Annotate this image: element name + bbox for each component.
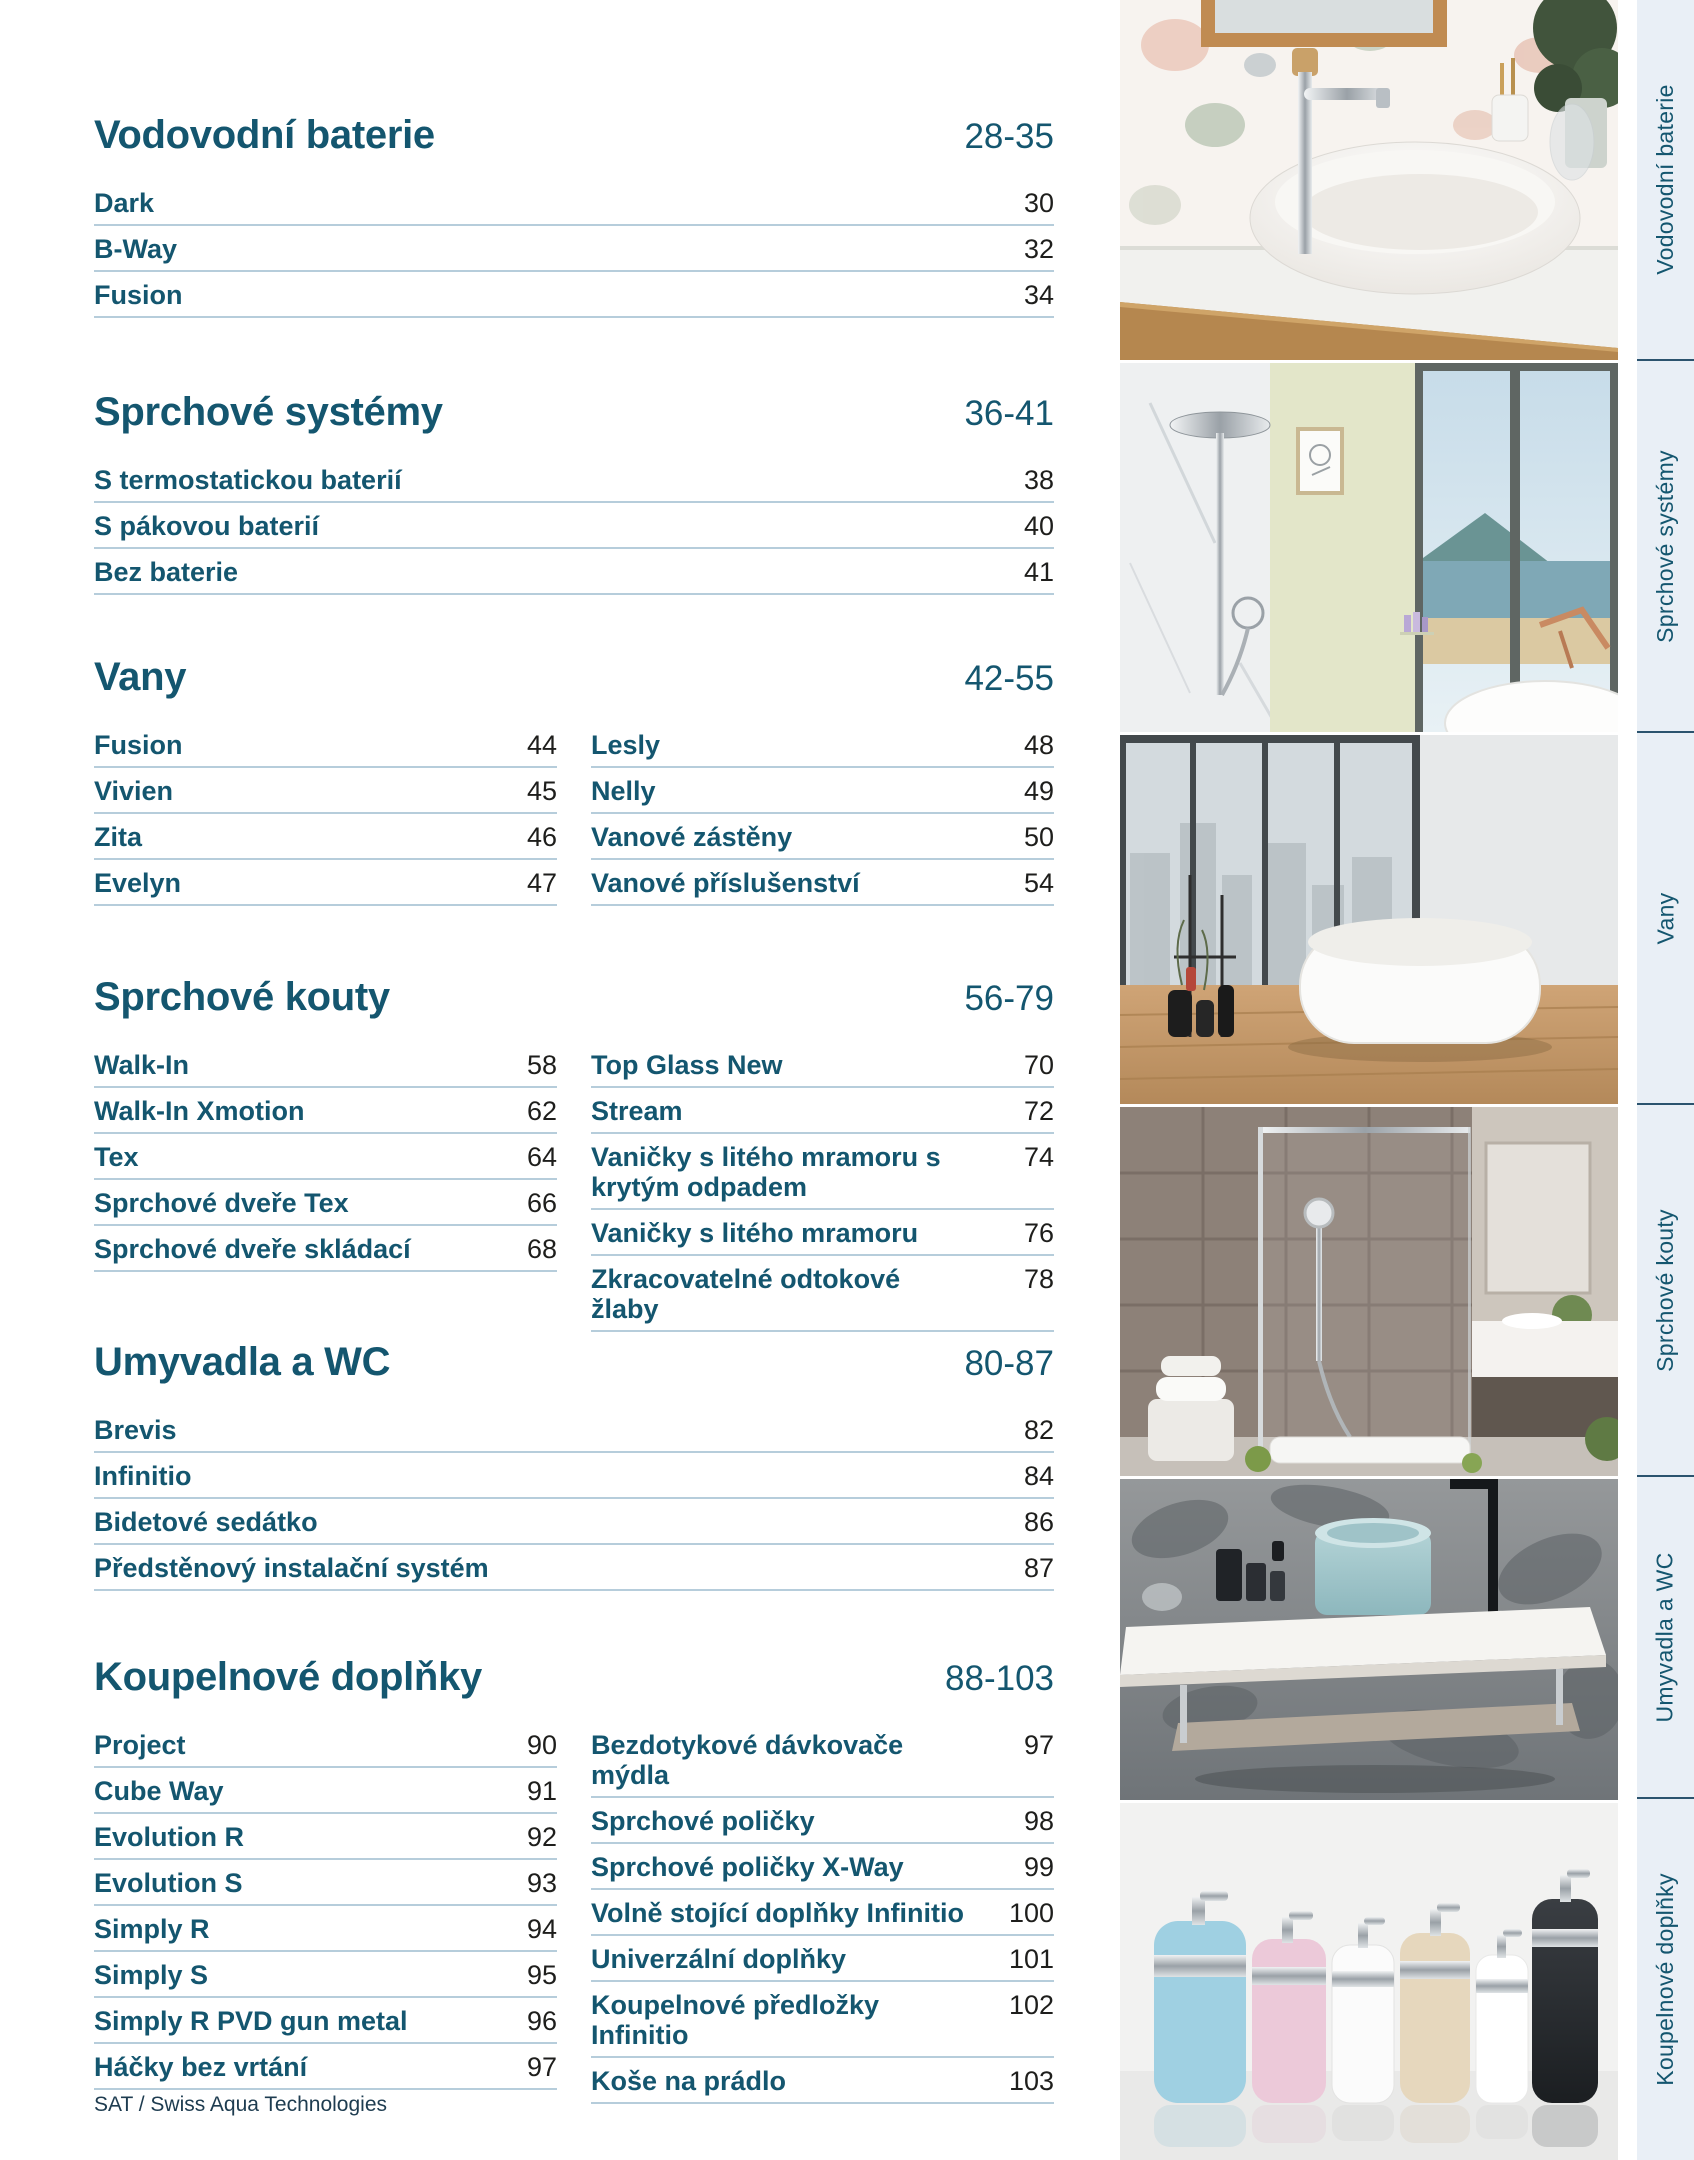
toc-item[interactable] xyxy=(94,2006,557,2044)
toc-item-page: 92 xyxy=(526,1822,557,1852)
sidebar-tab-3[interactable] xyxy=(1637,731,1694,1103)
toc-item-page: 38 xyxy=(1023,465,1054,495)
toc-item-label: Sprchové poličky X-Way xyxy=(591,1852,904,1882)
sidebar-tab-4[interactable] xyxy=(1637,1103,1694,1475)
toc-item[interactable] xyxy=(94,1553,1054,1591)
photo-umyvadla-a-wc xyxy=(1120,1479,1618,1800)
section-items xyxy=(94,730,1054,914)
toc-item-label: Vanové zástěny xyxy=(591,822,793,852)
section-page-range: 56-79 xyxy=(964,979,1054,1018)
walk-in-shower-illustration xyxy=(1120,1107,1618,1476)
toc-item[interactable] xyxy=(94,1461,1054,1499)
toc-item-page: 50 xyxy=(1023,822,1054,852)
toc-item-label: Simply S xyxy=(94,1960,209,1990)
toc-item-label: Infinitio xyxy=(94,1461,192,1491)
toc-section xyxy=(94,1655,1054,2112)
toc-item-page: 87 xyxy=(1023,1553,1054,1583)
toc-item[interactable] xyxy=(94,868,557,906)
items-column xyxy=(591,730,1054,914)
toc-item-page: 30 xyxy=(1023,188,1054,218)
toc-item-label: Vaničky s litého mramoru xyxy=(591,1218,919,1248)
toc-item-label: Koupelnové předložky Infinitio xyxy=(591,1990,880,2050)
toc-item-page: 93 xyxy=(526,1868,557,1898)
toc-item-page: 48 xyxy=(1023,730,1054,760)
toc-item-page: 102 xyxy=(1008,1990,1054,2020)
category-tab-strip xyxy=(1637,0,1694,2160)
section-title: Vodovodní baterie xyxy=(94,113,435,157)
toc-item-page: 101 xyxy=(1008,1944,1054,1974)
sidebar-tab-label: Koupelnové doplňky xyxy=(1652,1873,1678,2086)
toc-item[interactable] xyxy=(94,557,1054,595)
toc-item[interactable] xyxy=(591,1898,1054,1936)
section-title: Umyvadla a WC xyxy=(94,1340,391,1384)
photo-vodovodni-baterie xyxy=(1120,0,1618,360)
photo-sprchove-systemy xyxy=(1120,363,1618,732)
toc-item[interactable] xyxy=(94,1868,557,1906)
section-items xyxy=(94,1415,1054,1599)
washbasin-faucet-illustration xyxy=(1120,0,1618,360)
toc-item[interactable] xyxy=(94,234,1054,272)
toc-item-page: 45 xyxy=(526,776,557,806)
toc-section xyxy=(94,975,1054,1340)
section-title: Koupelnové doplňky xyxy=(94,1655,482,1699)
toc-item-page: 47 xyxy=(526,868,557,898)
section-items xyxy=(94,1730,1054,2112)
toc-item-page: 95 xyxy=(526,1960,557,1990)
toc-item-page: 72 xyxy=(1023,1096,1054,1126)
toc-item-page: 94 xyxy=(526,1914,557,1944)
toc-item-page: 46 xyxy=(526,822,557,852)
section-title: Sprchové systémy xyxy=(94,390,443,434)
toc-item-label: Volně stojící doplňky Infinitio xyxy=(591,1898,965,1928)
photo-koupelnove-doplnky xyxy=(1120,1803,1618,2160)
toc-item-label: Fusion xyxy=(94,280,183,310)
toc-item[interactable] xyxy=(591,730,1054,768)
toc-item-page: 34 xyxy=(1023,280,1054,310)
toc-item-page: 32 xyxy=(1023,234,1054,264)
toc-item-label: S pákovou baterií xyxy=(94,511,320,541)
toc-item-label: Evolution S xyxy=(94,1868,243,1898)
toc-item-label: Evelyn xyxy=(94,868,182,898)
toc-item-label: Evolution R xyxy=(94,1822,244,1852)
section-items xyxy=(94,1050,1054,1340)
toc-item-label: Fusion xyxy=(94,730,183,760)
toc-item[interactable] xyxy=(591,1218,1054,1256)
toc-item-page: 100 xyxy=(1008,1898,1054,1928)
toc-item[interactable] xyxy=(591,1944,1054,1982)
toc-item[interactable] xyxy=(94,1960,557,1998)
items-column xyxy=(94,1415,1054,1599)
toc-item[interactable] xyxy=(591,1142,1054,1210)
toc-item-page: 76 xyxy=(1023,1218,1054,1248)
toc-item-page: 41 xyxy=(1023,557,1054,587)
toc-item[interactable] xyxy=(591,1852,1054,1890)
vessel-sink-illustration xyxy=(1120,1479,1618,1800)
toc-item-label: Předstěnový instalační systém xyxy=(94,1553,489,1583)
toc-item-label: Simply R xyxy=(94,1914,210,1944)
toc-item-label: Sprchové dveře Tex xyxy=(94,1188,349,1218)
section-header xyxy=(94,655,1054,699)
toc-item[interactable] xyxy=(94,1050,557,1088)
toc-item-label: Walk-In xyxy=(94,1050,190,1080)
footer-brand-text: SAT / Swiss Aqua Technologies xyxy=(94,2093,388,2116)
toc-item-label: Bez baterie xyxy=(94,557,239,587)
items-column xyxy=(591,1730,1054,2112)
toc-item[interactable] xyxy=(94,2052,557,2090)
sidebar-tab-2[interactable] xyxy=(1637,359,1694,731)
toc-item[interactable] xyxy=(591,1730,1054,1798)
soap-dispensers-illustration xyxy=(1120,1803,1618,2160)
section-items xyxy=(94,188,1054,326)
section-header xyxy=(94,975,1054,1019)
toc-item-label: Vanové příslušenství xyxy=(591,868,860,898)
toc-item-label: Sprchové dveře skládací xyxy=(94,1234,411,1264)
toc-item-label: Lesly xyxy=(591,730,661,760)
toc-item-page: 97 xyxy=(1023,1730,1054,1760)
toc-item-page: 70 xyxy=(1023,1050,1054,1080)
toc-item-label: Simply R PVD gun metal xyxy=(94,2006,408,2036)
toc-item-page: 96 xyxy=(526,2006,557,2036)
toc-item-label: Univerzální doplňky xyxy=(591,1944,847,1974)
toc-section xyxy=(94,655,1054,914)
toc-item[interactable] xyxy=(94,1507,1054,1545)
toc-item-page: 74 xyxy=(1023,1142,1054,1172)
section-header xyxy=(94,1340,1054,1384)
toc-item-label: Dark xyxy=(94,188,155,218)
toc-item-page: 49 xyxy=(1023,776,1054,806)
toc-item-label: Bidetové sedátko xyxy=(94,1507,318,1537)
toc-item-label: Sprchové poličky xyxy=(591,1806,815,1836)
section-page-range: 42-55 xyxy=(964,659,1054,698)
toc-item-page: 62 xyxy=(526,1096,557,1126)
toc-item[interactable] xyxy=(94,1776,557,1814)
toc-item[interactable] xyxy=(94,1914,557,1952)
toc-item-page: 86 xyxy=(1023,1507,1054,1537)
items-column xyxy=(94,465,1054,603)
toc-item-page: 90 xyxy=(526,1730,557,1760)
items-column xyxy=(94,188,1054,326)
toc-item-label: Bezdotykové dávkovače mýdla xyxy=(591,1730,904,1790)
section-header xyxy=(94,113,1054,157)
toc-item[interactable] xyxy=(591,1050,1054,1088)
toc-item-label: Zkracovatelné odtokové žlaby xyxy=(591,1264,901,1324)
toc-item[interactable] xyxy=(94,776,557,814)
toc-item[interactable] xyxy=(591,822,1054,860)
toc-item-label: Stream xyxy=(591,1096,683,1126)
section-title: Sprchové kouty xyxy=(94,975,390,1019)
toc-item[interactable] xyxy=(94,822,557,860)
toc-item[interactable] xyxy=(591,1096,1054,1134)
toc-item[interactable] xyxy=(591,868,1054,906)
toc-item-label: S termostatickou baterií xyxy=(94,465,402,495)
items-column xyxy=(94,1730,557,2112)
toc-item-page: 54 xyxy=(1023,868,1054,898)
sidebar-tab-label: Vodovodní baterie xyxy=(1652,84,1678,275)
section-items xyxy=(94,465,1054,603)
toc-item[interactable] xyxy=(94,1415,1054,1453)
toc-item[interactable] xyxy=(94,465,1054,503)
toc-section xyxy=(94,113,1054,326)
photo-vany xyxy=(1120,735,1618,1104)
toc-item-page: 44 xyxy=(526,730,557,760)
toc-item-page: 84 xyxy=(1023,1461,1054,1491)
toc-item[interactable] xyxy=(94,188,1054,226)
toc-item[interactable] xyxy=(94,1234,557,1272)
section-page-range: 36-41 xyxy=(964,394,1054,433)
sidebar-tab-label: Sprchové systémy xyxy=(1652,449,1679,643)
sidebar-tab-5[interactable] xyxy=(1637,1475,1694,1797)
toc-item-page: 78 xyxy=(1023,1264,1054,1294)
toc-item-label: Vivien xyxy=(94,776,174,806)
toc-item[interactable] xyxy=(94,1188,557,1226)
sidebar-tab-1[interactable] xyxy=(1637,0,1694,359)
toc-item-page: 40 xyxy=(1023,511,1054,541)
toc-item-label: Zita xyxy=(94,822,143,852)
toc-item[interactable] xyxy=(591,1806,1054,1844)
toc-section xyxy=(94,390,1054,603)
toc-item-page: 99 xyxy=(1023,1852,1054,1882)
shower-system-illustration xyxy=(1120,363,1618,732)
sidebar-tab-label: Sprchové kouty xyxy=(1652,1208,1679,1372)
toc-item-label: Brevis xyxy=(94,1415,177,1445)
section-page-range: 28-35 xyxy=(964,117,1054,156)
section-title: Vany xyxy=(94,655,187,699)
toc-item-page: 64 xyxy=(526,1142,557,1172)
toc-item[interactable] xyxy=(591,1990,1054,2058)
sidebar-tab-label: Umyvadla a WC xyxy=(1652,1551,1679,1723)
toc-item[interactable] xyxy=(94,1096,557,1134)
toc-item-page: 58 xyxy=(526,1050,557,1080)
freestanding-bathtub-illustration xyxy=(1120,735,1618,1104)
toc-item-label: Tex xyxy=(94,1142,139,1172)
sidebar-tab-6[interactable] xyxy=(1637,1797,1694,2160)
items-column xyxy=(94,1050,557,1340)
toc-item-page: 103 xyxy=(1008,2066,1054,2096)
toc-item-page: 82 xyxy=(1023,1415,1054,1445)
section-header xyxy=(94,1655,1054,1699)
toc-item-label: Vaničky s litého mramoru s krytým odpadem xyxy=(591,1142,941,1202)
toc-item[interactable] xyxy=(94,730,557,768)
toc-item[interactable] xyxy=(591,1264,1054,1332)
section-header xyxy=(94,390,1054,434)
toc-item-label: Cube Way xyxy=(94,1776,224,1806)
toc-item[interactable] xyxy=(591,2066,1054,2104)
toc-item-label: Top Glass New xyxy=(591,1050,783,1080)
toc-item-page: 97 xyxy=(526,2052,557,2082)
toc-item-label: Project xyxy=(94,1730,186,1760)
toc-item-label: Walk-In Xmotion xyxy=(94,1096,305,1126)
toc-item[interactable] xyxy=(94,1142,557,1180)
items-column xyxy=(591,1050,1054,1340)
toc-item-label: Háčky bez vrtání xyxy=(94,2052,308,2082)
toc-section xyxy=(94,1340,1054,1599)
photo-sprchove-kouty xyxy=(1120,1107,1618,1476)
toc-item-label: B-Way xyxy=(94,234,178,264)
toc-item-page: 68 xyxy=(526,1234,557,1264)
section-page-range: 80-87 xyxy=(964,1344,1054,1383)
toc-item-page: 91 xyxy=(526,1776,557,1806)
sidebar-tab-label: Vany xyxy=(1651,892,1678,944)
toc-item-page: 66 xyxy=(526,1188,557,1218)
toc-item-label: Nelly xyxy=(591,776,656,806)
toc-item[interactable] xyxy=(94,280,1054,318)
items-column xyxy=(94,730,557,914)
toc-item[interactable] xyxy=(94,1730,557,1768)
toc-item[interactable] xyxy=(94,1822,557,1860)
section-page-range: 88-103 xyxy=(945,1659,1054,1698)
toc-item[interactable] xyxy=(591,776,1054,814)
toc-item[interactable] xyxy=(94,511,1054,549)
toc-item-page: 98 xyxy=(1023,1806,1054,1836)
toc-item-label: Koše na prádlo xyxy=(591,2066,787,2096)
